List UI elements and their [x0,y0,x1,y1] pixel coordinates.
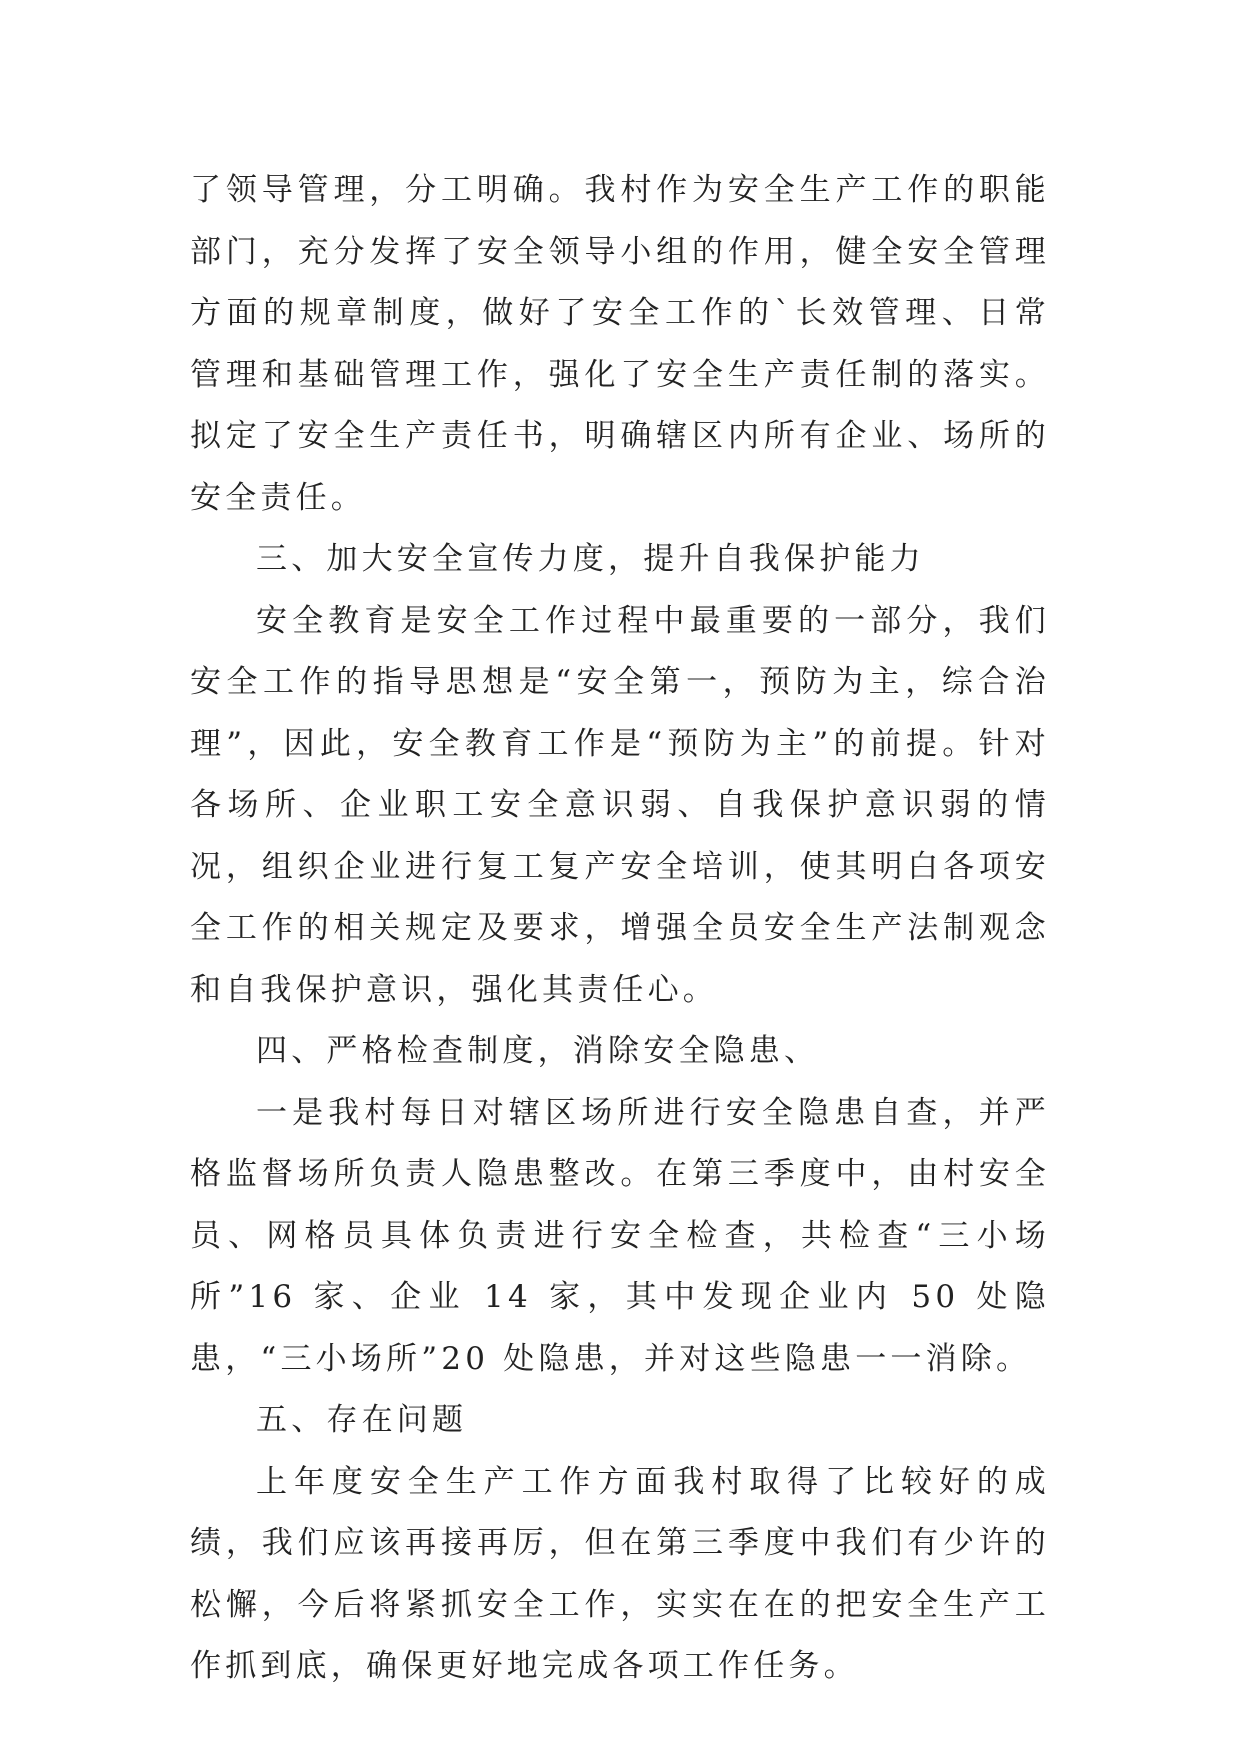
paragraph-inspection: 一是我村每日对辖区场所进行安全隐患自查，并严格监督场所负责人隐患整改。在第三季度中，由村安全员、网格员具体负责进行安全检查，共检查“三小场所”16 家、企业 14 家，其中发现企业内 50 处隐患，“三小场所”20 处隐患，并对这些隐患一一消除。 [190,1094,1050,1377]
paragraph-safety-education: 安全教育是安全工作过程中最重要的一部分，我们安全工作的指导思想是“安全第一，预防为主，综合治理”，因此，安全教育工作是“预防为主”的前提。针对各场所、企业职工安全意识弱、自我保护意识弱的情况，组织企业进行复工复产安全培训，使其明白各项安全工作的相关规定及要求，增强全员安全生产法制观念和自我保护意识，强化其责任心。 [190,602,1050,1008]
document-body [190,160,1050,1698]
paragraph-problems: 上年度安全生产工作方面我村取得了比较好的成绩，我们应该再接再厉，但在第三季度中我们有少许的松懈，今后将紧抓安全工作，实实在在的把安全生产工作抓到底，确保更好地完成各项工作任务。 [190,1463,1050,1684]
section-heading-3: 三、加大安全宣传力度，提升自我保护能力 [256,541,925,577]
section-heading-4: 四、严格检查制度，消除安全隐患、 [256,1033,820,1069]
section-heading-5: 五、存在问题 [256,1402,468,1438]
paragraph-continuation: 了领导管理，分工明确。我村作为安全生产工作的职能部门，充分发挥了安全领导小组的作用，健全安全管理方面的规章制度，做好了安全工作的`长效管理、日常管理和基础管理工作，强化了安全生产责任制的落实。拟定了安全生产责任书，明确辖区内所有企业、场所的安全责任。 [190,172,1050,516]
